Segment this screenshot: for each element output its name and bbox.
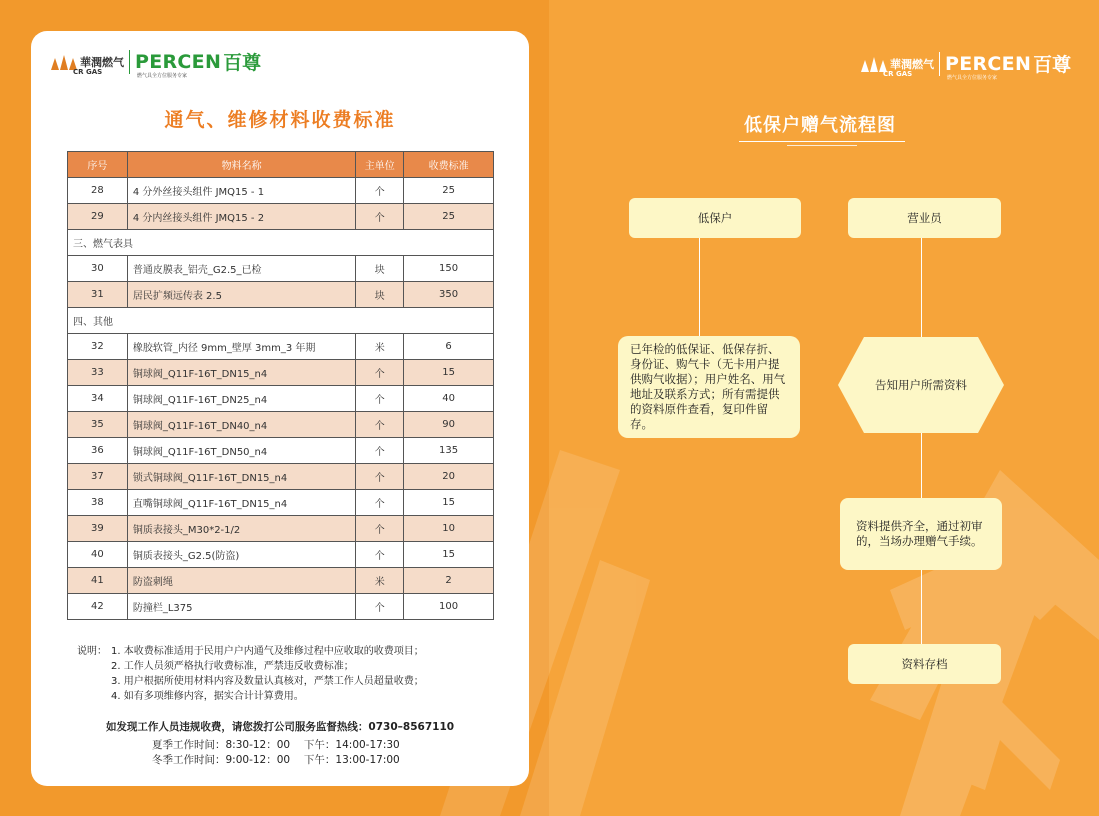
logo-crgas-text: CR GAS	[73, 68, 103, 76]
cell-name: 铜球阀_Q11F-16T_DN25_n4	[127, 386, 355, 412]
logo-percen-text: PERCEN	[945, 52, 1032, 75]
cell-name: 铜球阀_Q11F-16T_DN50_n4	[127, 438, 355, 464]
note-item: 3. 用户根据所使用材料内容及数量认真核对，严禁工作人员超量收费；	[111, 676, 424, 687]
table-row	[68, 516, 494, 542]
cell-fee: 10	[404, 516, 494, 542]
cell-name: 4 分外丝接头组件 JMQ15 - 1	[127, 178, 355, 204]
title-underline-short	[787, 145, 857, 146]
logo-tagline: 燃气具全方位服务专家	[137, 73, 188, 79]
logo-crgas-text: CR GAS	[883, 70, 913, 78]
cell-unit: 个	[356, 516, 404, 542]
cell-name: 铜质表接头_G2.5(防盗)	[127, 542, 355, 568]
flow-connector	[699, 238, 700, 338]
note-item: 1. 本收费标准适用于民用户户内通气及维修过程中应收取的收费项目；	[111, 646, 424, 657]
cell-unit: 个	[356, 386, 404, 412]
notes-block	[77, 644, 424, 704]
table-row	[68, 464, 494, 490]
cell-fee: 25	[404, 178, 494, 204]
section-label: 三、燃气表具	[68, 230, 494, 256]
table-row	[68, 360, 494, 386]
cell-no: 31	[68, 282, 128, 308]
flow-node-inform: 告知用户所需资料	[875, 378, 967, 392]
cell-unit: 块	[356, 282, 404, 308]
cell-unit: 米	[356, 568, 404, 594]
logo-baizun-text: 百尊	[1033, 54, 1072, 76]
cell-fee: 350	[404, 282, 494, 308]
cell-fee: 90	[404, 412, 494, 438]
table-row	[68, 282, 494, 308]
cell-name: 防盗刺绳	[127, 568, 355, 594]
cell-name: 橡胶软管_内径 9mm_壁厚 3mm_3 年期	[127, 334, 355, 360]
brand-logo-left	[51, 48, 262, 79]
logo-cn-text: 華潤燃气	[80, 55, 124, 69]
cell-no: 39	[68, 516, 128, 542]
header-no: 序号	[68, 152, 128, 178]
cell-unit: 个	[356, 542, 404, 568]
table-row	[68, 490, 494, 516]
cell-fee: 2	[404, 568, 494, 594]
flow-connector	[921, 432, 922, 498]
cell-fee: 15	[404, 542, 494, 568]
cell-no: 37	[68, 464, 128, 490]
logo-tagline: 燃气具全方位服务专家	[947, 75, 998, 81]
cell-unit: 米	[356, 334, 404, 360]
cell-no: 41	[68, 568, 128, 594]
header-unit: 主单位	[356, 152, 404, 178]
cell-fee: 15	[404, 360, 494, 386]
flow-node-dibaohu: 低保户	[629, 198, 801, 238]
cell-no: 30	[68, 256, 128, 282]
logo-baizun-text: 百尊	[223, 52, 262, 74]
note-item: 4. 如有多项维修内容，据实合计计算费用。	[111, 691, 304, 702]
header-name: 物料名称	[127, 152, 355, 178]
flow-node-documents: 已年检的低保证、低保存折、身份证、购气卡（无卡用户提供购气收据）；用户姓名、用气地址及联系方式；所有需提供的资料原件查看，复印件留存。	[618, 336, 800, 438]
cell-unit: 块	[356, 256, 404, 282]
cell-fee: 25	[404, 204, 494, 230]
cell-no: 35	[68, 412, 128, 438]
cell-fee: 15	[404, 490, 494, 516]
logo-percen-text: PERCEN	[135, 50, 222, 73]
cell-no: 36	[68, 438, 128, 464]
flow-node-yingyeyuan: 营业员	[848, 198, 1001, 238]
table-section-row	[68, 308, 494, 334]
table-row	[68, 568, 494, 594]
cell-name: 普通皮膜表_铝壳_G2.5_已检	[127, 256, 355, 282]
flow-connector	[921, 238, 922, 338]
cell-unit: 个	[356, 412, 404, 438]
flow-title: 低保户赠气流程图	[744, 115, 896, 136]
price-table	[67, 151, 494, 620]
table-row	[68, 594, 494, 620]
table-row	[68, 178, 494, 204]
logo-cn-text: 華潤燃气	[890, 57, 934, 71]
cell-name: 居民扩频远传表 2.5	[127, 282, 355, 308]
table-section-row	[68, 230, 494, 256]
cell-fee: 6	[404, 334, 494, 360]
cell-fee: 100	[404, 594, 494, 620]
cell-name: 铜质表接头_M30*2-1/2	[127, 516, 355, 542]
cell-name: 铜球阀_Q11F-16T_DN40_n4	[127, 412, 355, 438]
table-header-row	[68, 152, 494, 178]
cell-unit: 个	[356, 204, 404, 230]
price-table-title: 通气、维修材料收费标准	[164, 109, 396, 131]
cell-unit: 个	[356, 594, 404, 620]
hotline-text: 如发现工作人员违规收费，请您拨打公司服务监督热线：0730–8567110	[105, 721, 455, 733]
flow-node-archive: 资料存档	[848, 644, 1001, 684]
cell-fee: 40	[404, 386, 494, 412]
cell-name: 锁式铜球阀_Q11F-16T_DN15_n4	[127, 464, 355, 490]
cell-no: 38	[68, 490, 128, 516]
cell-no: 34	[68, 386, 128, 412]
table-body	[68, 178, 494, 620]
cell-fee: 20	[404, 464, 494, 490]
title-underline	[739, 141, 905, 142]
summer-hours: 夏季工作时间：8:30-12：00 下午：14:00-17:30	[152, 739, 400, 751]
cell-no: 29	[68, 204, 128, 230]
winter-hours: 冬季工作时间：9:00-12：00 下午：13:00-17:00	[152, 754, 400, 766]
flow-connector	[921, 570, 922, 644]
brand-logo-right	[861, 50, 1072, 81]
table-row	[68, 334, 494, 360]
cell-no: 40	[68, 542, 128, 568]
cell-fee: 150	[404, 256, 494, 282]
table-row	[68, 386, 494, 412]
table-row	[68, 204, 494, 230]
cell-no: 42	[68, 594, 128, 620]
flow-node-complete: 资料提供齐全，通过初审的，当场办理赠气手续。	[840, 498, 1002, 570]
cell-no: 28	[68, 178, 128, 204]
cell-fee: 135	[404, 438, 494, 464]
cell-unit: 个	[356, 438, 404, 464]
header-fee: 收费标准	[404, 152, 494, 178]
table-row	[68, 256, 494, 282]
table-row	[68, 542, 494, 568]
cell-name: 4 分内丝接头组件 JMQ15 - 2	[127, 204, 355, 230]
note-item: 2. 工作人员须严格执行收费标准，严禁违反收费标准；	[111, 661, 354, 672]
cell-name: 铜球阀_Q11F-16T_DN15_n4	[127, 360, 355, 386]
cell-unit: 个	[356, 360, 404, 386]
cell-unit: 个	[356, 178, 404, 204]
table-row	[68, 412, 494, 438]
cell-unit: 个	[356, 464, 404, 490]
cell-name: 防撞栏_L375	[127, 594, 355, 620]
cell-no: 32	[68, 334, 128, 360]
section-label: 四、其他	[68, 308, 494, 334]
cell-no: 33	[68, 360, 128, 386]
cell-name: 直嘴铜球阀_Q11F-16T_DN15_n4	[127, 490, 355, 516]
notes-prefix: 说明：	[77, 646, 107, 657]
cell-unit: 个	[356, 490, 404, 516]
table-row	[68, 438, 494, 464]
